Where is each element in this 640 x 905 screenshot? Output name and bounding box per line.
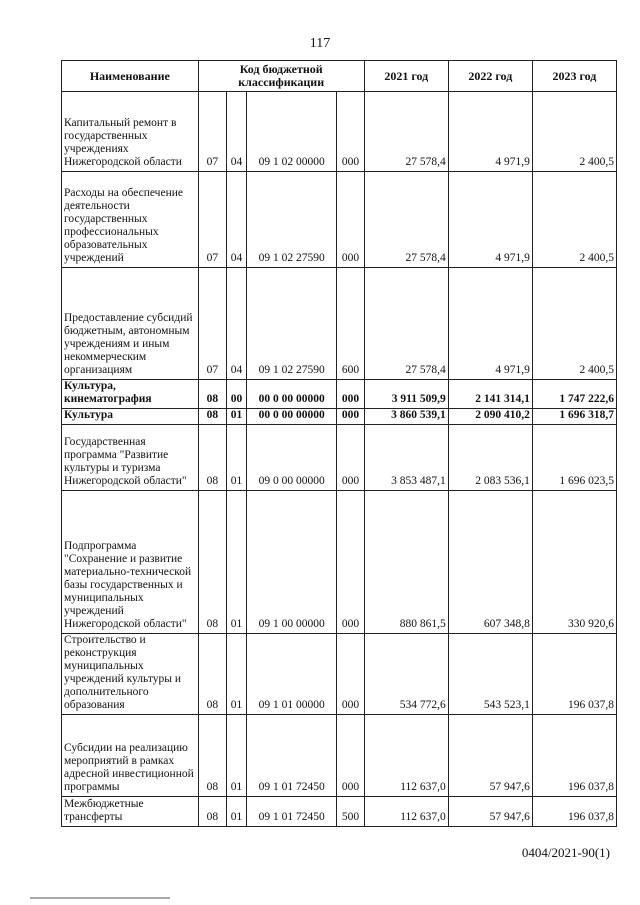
code-subsection: 01	[227, 491, 247, 634]
code-target: 09 0 00 00000	[246, 425, 336, 491]
value-2023: 1 696 023,5	[532, 425, 616, 491]
table-row	[62, 634, 617, 715]
code-expense-type: 000	[337, 380, 364, 409]
value-2022: 57 947,6	[448, 797, 532, 827]
code-target: 09 1 01 72450	[246, 715, 336, 797]
code-expense-type: 600	[337, 268, 364, 380]
header-2023: 2023 год	[532, 61, 616, 92]
code-subsection: 01	[227, 425, 247, 491]
table-row	[62, 491, 617, 634]
code-section: 07	[198, 92, 226, 172]
table-row	[62, 425, 617, 491]
code-subsection: 01	[227, 409, 247, 425]
page-number: 117	[309, 36, 331, 51]
row-name: Государственная программа "Развитие культуры и туризма Нижегородской области"	[62, 425, 199, 491]
value-2022: 4 971,9	[448, 268, 532, 380]
bottom-scan-mark	[30, 897, 170, 899]
code-target: 09 1 02 27590	[246, 268, 336, 380]
table-row	[62, 92, 617, 172]
code-subsection: 04	[227, 172, 247, 268]
value-2023: 2 400,5	[532, 268, 616, 380]
code-expense-type: 000	[337, 409, 364, 425]
code-expense-type: 000	[337, 491, 364, 634]
table-row	[62, 172, 617, 268]
code-target: 00 0 00 00000	[246, 409, 336, 425]
code-target: 09 1 02 27590	[246, 172, 336, 268]
code-expense-type: 000	[337, 715, 364, 797]
table-row	[62, 409, 617, 425]
row-name: Культура, кинематография	[62, 380, 199, 409]
value-2023: 196 037,8	[532, 715, 616, 797]
code-subsection: 04	[227, 268, 247, 380]
value-2022: 4 971,9	[448, 92, 532, 172]
value-2021: 27 578,4	[364, 92, 448, 172]
code-section: 08	[198, 409, 226, 425]
code-target: 09 1 01 00000	[246, 634, 336, 715]
value-2022: 607 348,8	[448, 491, 532, 634]
value-2021: 112 637,0	[364, 715, 448, 797]
value-2023: 2 400,5	[532, 92, 616, 172]
code-subsection: 01	[227, 715, 247, 797]
value-2021: 27 578,4	[364, 268, 448, 380]
code-section: 08	[198, 634, 226, 715]
code-section: 07	[198, 172, 226, 268]
value-2022: 4 971,9	[448, 172, 532, 268]
code-subsection: 01	[227, 797, 247, 827]
row-name: Межбюджетные трансферты	[62, 797, 199, 827]
row-name: Строительство и реконструкция муниципальных учреждений культуры и дополнительного образования	[62, 634, 199, 715]
code-expense-type: 000	[337, 425, 364, 491]
table-row	[62, 715, 617, 797]
value-2023: 1 747 222,6	[532, 380, 616, 409]
code-subsection: 00	[227, 380, 247, 409]
value-2022: 543 523,1	[448, 634, 532, 715]
code-expense-type: 000	[337, 92, 364, 172]
code-section: 07	[198, 268, 226, 380]
value-2022: 2 083 536,1	[448, 425, 532, 491]
value-2021: 27 578,4	[364, 172, 448, 268]
value-2021: 3 911 509,9	[364, 380, 448, 409]
row-name: Предоставление субсидий бюджетным, автономным учреждениям и иным некоммерческим организациям	[62, 268, 199, 380]
document-code: 0404/2021-90(1)	[521, 845, 610, 860]
header-2022: 2022 год	[448, 61, 532, 92]
code-section: 08	[198, 425, 226, 491]
code-section: 08	[198, 491, 226, 634]
row-name: Субсидии на реализацию мероприятий в рамках адресной инвестиционной программы	[62, 715, 199, 797]
code-subsection: 01	[227, 634, 247, 715]
code-expense-type: 500	[337, 797, 364, 827]
header-name: Наименование	[62, 61, 199, 92]
value-2021: 880 861,5	[364, 491, 448, 634]
code-section: 08	[198, 797, 226, 827]
value-2021: 3 853 487,1	[364, 425, 448, 491]
code-target: 09 1 02 00000	[246, 92, 336, 172]
header-code: Код бюджетной классификации	[198, 61, 364, 92]
code-target: 00 0 00 00000	[246, 380, 336, 409]
value-2022: 2 141 314,1	[448, 380, 532, 409]
code-subsection: 04	[227, 92, 247, 172]
value-2023: 1 696 318,7	[532, 409, 616, 425]
row-name: Капитальный ремонт в государственных учреждениях Нижегородской области	[62, 92, 199, 172]
budget-table	[61, 60, 617, 827]
table-row	[62, 268, 617, 380]
table-row	[62, 797, 617, 827]
value-2023: 196 037,8	[532, 797, 616, 827]
value-2021: 112 637,0	[364, 797, 448, 827]
value-2023: 2 400,5	[532, 172, 616, 268]
header-2021: 2021 год	[364, 61, 448, 92]
value-2022: 2 090 410,2	[448, 409, 532, 425]
code-section: 08	[198, 380, 226, 409]
code-expense-type: 000	[337, 172, 364, 268]
value-2022: 57 947,6	[448, 715, 532, 797]
code-section: 08	[198, 715, 226, 797]
table-row	[62, 380, 617, 409]
value-2023: 330 920,6	[532, 491, 616, 634]
code-target: 09 1 01 72450	[246, 797, 336, 827]
row-name: Подпрограмма "Сохранение и развитие материально-технической базы государственных и муниципальных учреждений Нижегородской области"	[62, 491, 199, 634]
value-2021: 534 772,6	[364, 634, 448, 715]
value-2023: 196 037,8	[532, 634, 616, 715]
value-2021: 3 860 539,1	[364, 409, 448, 425]
code-expense-type: 000	[337, 634, 364, 715]
row-name: Культура	[62, 409, 199, 425]
header-row	[62, 61, 617, 92]
row-name: Расходы на обеспечение деятельности государственных профессиональных образовательных учреждений	[62, 172, 199, 268]
code-target: 09 1 00 00000	[246, 491, 336, 634]
